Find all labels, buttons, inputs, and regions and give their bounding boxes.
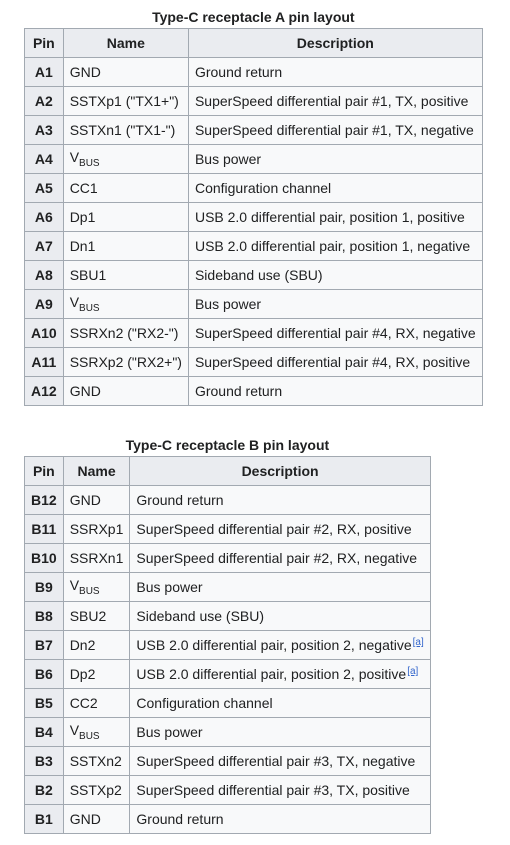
- description-cell: Bus power: [188, 290, 482, 319]
- table-row: [25, 805, 431, 834]
- name-cell: SSRXp1: [63, 515, 130, 544]
- description-cell: SuperSpeed differential pair #4, RX, positive: [188, 348, 482, 377]
- name-cell: SSRXn2 ("RX2-"): [63, 319, 188, 348]
- name-cell: Dp2: [63, 660, 130, 689]
- description-cell: Sideband use (SBU): [188, 261, 482, 290]
- description-cell: USB 2.0 differential pair, position 1, positive: [188, 203, 482, 232]
- pin-cell: A2: [25, 87, 64, 116]
- pin-cell: B11: [25, 515, 64, 544]
- table-row: [25, 377, 483, 406]
- name-cell: GND: [63, 58, 188, 87]
- table-row: [25, 290, 483, 319]
- description-cell: [130, 660, 430, 689]
- description-cell: [130, 631, 430, 660]
- pin-cell: A3: [25, 116, 64, 145]
- table-row: [25, 515, 431, 544]
- table-row: [25, 747, 431, 776]
- name-cell: SSTXn2: [63, 747, 130, 776]
- description-text: USB 2.0 differential pair, position 2, negative: [136, 637, 412, 653]
- pin-cell: B4: [25, 718, 64, 747]
- description-cell: Bus power: [130, 573, 430, 602]
- pin-cell: A7: [25, 232, 64, 261]
- pin-cell: B9: [25, 573, 64, 602]
- description-cell: SuperSpeed differential pair #4, RX, negative: [188, 319, 482, 348]
- table-row: [25, 348, 483, 377]
- name-main: V: [69, 149, 80, 165]
- pin-cell: A6: [25, 203, 64, 232]
- pin-cell: B12: [25, 486, 64, 515]
- table-row: [25, 689, 431, 718]
- name-cell: GND: [63, 486, 130, 515]
- description-cell: Configuration channel: [188, 174, 482, 203]
- name-main: V: [69, 577, 80, 593]
- description-cell: Ground return: [130, 486, 430, 515]
- name-cell: [63, 573, 130, 602]
- table-row: [25, 602, 431, 631]
- header-name: Name: [63, 457, 130, 486]
- table-row: [25, 203, 483, 232]
- pin-table-a: [24, 28, 483, 406]
- name-cell: SSTXp2: [63, 776, 130, 805]
- table-row: [25, 718, 431, 747]
- header-description: Description: [188, 29, 482, 58]
- table-row: [25, 544, 431, 573]
- description-cell: Configuration channel: [130, 689, 430, 718]
- table-b-block: [24, 434, 431, 834]
- description-cell: Bus power: [188, 145, 482, 174]
- description-cell: Bus power: [130, 718, 430, 747]
- name-cell: CC1: [63, 174, 188, 203]
- description-text: USB 2.0 differential pair, position 2, positive: [136, 666, 407, 682]
- name-cell: CC2: [63, 689, 130, 718]
- pin-cell: B1: [25, 805, 64, 834]
- pin-cell: B8: [25, 602, 64, 631]
- pin-cell: B2: [25, 776, 64, 805]
- name-cell: SSTXp1 ("TX1+"): [63, 87, 188, 116]
- name-cell: [63, 290, 188, 319]
- table-row: [25, 261, 483, 290]
- pin-cell: B3: [25, 747, 64, 776]
- name-cell: SBU1: [63, 261, 188, 290]
- name-subscript: BUS: [79, 158, 100, 169]
- name-cell: SSTXn1 ("TX1-"): [63, 116, 188, 145]
- description-cell: Ground return: [130, 805, 430, 834]
- table-row: [25, 573, 431, 602]
- pin-cell: B10: [25, 544, 64, 573]
- pin-cell: A11: [25, 348, 64, 377]
- description-cell: SuperSpeed differential pair #2, RX, negative: [130, 544, 430, 573]
- table-row: [25, 174, 483, 203]
- table-row: [25, 232, 483, 261]
- description-cell: Ground return: [188, 58, 482, 87]
- name-subscript: BUS: [79, 303, 100, 314]
- description-cell: SuperSpeed differential pair #2, RX, positive: [130, 515, 430, 544]
- name-main: V: [69, 722, 80, 738]
- description-cell: SuperSpeed differential pair #3, TX, positive: [130, 776, 430, 805]
- pin-table-b: [24, 456, 431, 834]
- name-subscript: BUS: [79, 586, 100, 597]
- table-row: [25, 116, 483, 145]
- table-row: [25, 145, 483, 174]
- table-row: [25, 631, 431, 660]
- name-main: V: [69, 294, 80, 310]
- table-row: [25, 776, 431, 805]
- pin-cell: A8: [25, 261, 64, 290]
- name-cell: SSRXn1: [63, 544, 130, 573]
- name-cell: [63, 145, 188, 174]
- pin-cell: B5: [25, 689, 64, 718]
- table-row: [25, 87, 483, 116]
- table-a-block: [24, 6, 483, 406]
- pin-cell: A10: [25, 319, 64, 348]
- pin-cell: A12: [25, 377, 64, 406]
- table-row: [25, 486, 431, 515]
- table-row: [25, 58, 483, 87]
- table-row: [25, 319, 483, 348]
- table-a-caption: Type-C receptacle A pin layout: [152, 9, 355, 25]
- header-pin: Pin: [25, 457, 64, 486]
- name-cell: [63, 718, 130, 747]
- description-cell: SuperSpeed differential pair #1, TX, negative: [188, 116, 482, 145]
- description-cell: SuperSpeed differential pair #3, TX, negative: [130, 747, 430, 776]
- name-cell: Dn2: [63, 631, 130, 660]
- name-cell: SBU2: [63, 602, 130, 631]
- name-subscript: BUS: [79, 731, 100, 742]
- footnote-link[interactable]: [a]: [412, 637, 424, 648]
- description-cell: Sideband use (SBU): [130, 602, 430, 631]
- footnote-link[interactable]: [a]: [407, 666, 419, 677]
- header-name: Name: [63, 29, 188, 58]
- name-cell: GND: [63, 377, 188, 406]
- pin-cell: B6: [25, 660, 64, 689]
- header-description: Description: [130, 457, 430, 486]
- description-cell: USB 2.0 differential pair, position 1, negative: [188, 232, 482, 261]
- table-header-row: [25, 457, 431, 486]
- name-cell: GND: [63, 805, 130, 834]
- pin-cell: A1: [25, 58, 64, 87]
- description-cell: SuperSpeed differential pair #1, TX, positive: [188, 87, 482, 116]
- pin-cell: A5: [25, 174, 64, 203]
- table-row: [25, 660, 431, 689]
- table-header-row: [25, 29, 483, 58]
- name-cell: SSRXp2 ("RX2+"): [63, 348, 188, 377]
- pin-cell: A4: [25, 145, 64, 174]
- pin-cell: A9: [25, 290, 64, 319]
- name-cell: Dp1: [63, 203, 188, 232]
- header-pin: Pin: [25, 29, 64, 58]
- pin-cell: B7: [25, 631, 64, 660]
- description-cell: Ground return: [188, 377, 482, 406]
- name-cell: Dn1: [63, 232, 188, 261]
- table-b-caption: Type-C receptacle B pin layout: [125, 437, 330, 453]
